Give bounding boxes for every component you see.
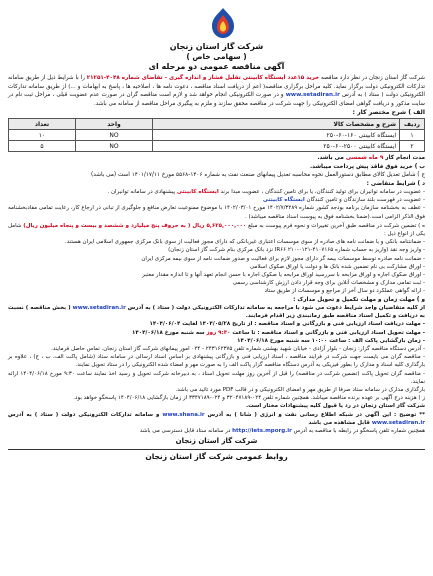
- schedule-deliver-date: سه شنبه مورخ ۱۴۰۴/۰۶/۱۸: [132, 329, 207, 336]
- publication-text: ** توضیح : این آگهی در شبکه اطلاع رسانی نفت و انرژی ( شانا ) به آدرس: [204, 411, 425, 418]
- prepayment-line: ب ) خرید فوق فاقد پیش پرداخت میباشد.: [310, 163, 425, 170]
- guarantee-type-7: - ارائه گواهی عملکرد دو سال آخر از مراجع و موسسات از طریق ستاد: [264, 288, 425, 295]
- schedule-deliver-text: - مهلت تحویل اسناد ارزیابی فنی و بازرگانی و اسناد مناقصه : تا ساعت: [230, 329, 425, 336]
- invitation-line: [8, 304, 425, 320]
- ad-header: [8, 4, 425, 54]
- gas-company-logo-icon: [204, 6, 242, 40]
- duration-value: ۹ ماه شمسی: [345, 155, 384, 162]
- publication-suffix: قابل مشاهده می باشد: [308, 419, 372, 426]
- guarantee-type-3: - ضمانت نامه صادره توسط موسسات بیمه گر دارای مجوز لازم برای فعالیت و صدور ضمانت نامه از سوی بیمه مرکزی ایران: [141, 255, 425, 262]
- intro-text-1: شرکت گاز استان زنجان در نظر دارد مناقصه: [319, 75, 425, 81]
- condition-2-text: - عضویت در فهرست بلند سازندگان و تامین کنندگان: [304, 197, 425, 204]
- footer-public-relations: روابط عمومی شرکت گاز استان زنجان: [145, 452, 288, 462]
- iets-note: [8, 427, 425, 435]
- intro-paragraph: [8, 74, 425, 108]
- guarantee-type-2: - واریز وجه نقد (واریز به حساب شماره ۴۱۰۷۱۶۵-۰۱۲۱-۲۱۰ IR۶۶ نزد بانک مرکزی بنام شرکت گاز استان زنجان): [168, 247, 425, 254]
- company-type: ( سهامی خاص ): [186, 52, 247, 61]
- schedule-deliver: [8, 329, 425, 337]
- guarantee-type-4: - اوراق مشارکت بی نام تضمین شده بانک ها و دولت یا اوراق صکوک اسلامی: [249, 263, 425, 270]
- condition-2: [8, 196, 425, 204]
- schedule-receive: - مهلت دریافت اسناد ارزیابی فنی و بازرگانی و اسناد مناقصه : از تاریخ ۱۴۰۴/۰۵/۲۸ لغایت ۱۴۰۴/۰۶/۰۴: [149, 321, 425, 328]
- intro-text-3: و در صورت الکترونیکی انجام خواهد شد و لازم است مناقصه گران در صورت عدم عضویت قبلی ، مراحل ثبت نام در سایت مذکور و دریافت گواهی امضای الکترونیکی را جهت شرکت در مناقصه محقق سازند و ملزم به پیگیری مراحل مناقصه از سامانه می باشد.: [8, 92, 425, 107]
- footer-org: شرکت گاز استان زنجان: [175, 437, 258, 446]
- condition-1-suffix: پیشنهادی در سامانه توانیران .: [107, 189, 177, 195]
- condition-2-highlight: ایستگاه کابینتی: [262, 197, 305, 204]
- col-header-unit: واحد: [76, 119, 153, 130]
- iets-suffix: در سامانه ستاد قابل دسترسی می باشد: [139, 428, 233, 435]
- rights-note: شرکت گاز استان زنجان در رد یا قبول کلیه پیشنهادات مختار است.: [246, 403, 425, 410]
- pdf-note: بارگذاری مدارک در سامانه ستاد صرفا از طریق مهر و امضای الکترونیکی و در قالب PDF مورد تائید می باشد.: [175, 387, 425, 394]
- guarantee-type-1: - ضمانتنامه بانکی و یا ضمانت نامه های صادره از سوی موسسات اعتباری غیربانکی که دارای مجوز فعالیت از سوی بانک مرکزی جمهوری اسلامی ایران هستند.: [65, 239, 425, 246]
- tender-address: - آدرس دستگاه مناقصه گزار: زنجان - بلوار آزادی - خیابان شهید بهشتی شماره تلفن ۲۴۳۱۶۲۳۷۵ - ۰۲۴ امور پیمانهای شرکت گاز استان زنجان. تماس حاصل فرمایند.: [51, 346, 425, 353]
- adjustment-line: ج ) شامل تعدیل کالای مطابق دستورالعمل نحوه محاسبه تعدیل پیمانهای صنعت نفت به شماره ۱۴۰۶-۵۵۶۸ مورخ ۱۴۰۱/۱۷/۱۱ است (می باشد): [91, 172, 425, 179]
- cell-row: ۲: [400, 141, 425, 152]
- setad-link-2[interactable]: www.setadiran.ir: [72, 305, 126, 312]
- shana-link[interactable]: www.shana.ir: [162, 411, 205, 418]
- duration-line: [8, 154, 425, 162]
- col-header-desc: شرح و مشخصات کالا: [153, 119, 400, 130]
- duration-suffix: می باشد.: [317, 155, 346, 162]
- table-row: [9, 141, 425, 152]
- submission-note: - مناقصه گران می بایست جهت شرکت در فرایند مناقصه ، اسناد ارزیابی فنی و بازرگانی پیشنهادی بر اساس اسناد ارسالی در سامانه ستاد (شامل پاکت الف، ب ، ج) ، علاوه بر بارگذاری کلیه اسناد و مدارک را بطور فیزیکی به آدرس دستگاه مناقصه گزار پاکت الف را به صورت مهر و امضاء شده الکترونیکی را در ستاد تحویل نمایند.: [8, 354, 425, 369]
- cell-qty: ۱۰: [9, 130, 76, 141]
- condition-1-text: - عضویت در سامانه توانیران برای تولید کنندگان، یا برای تامین کنندگان ، عضویت مبدا برند: [218, 189, 425, 195]
- guarantee-delivery-note: - مناقصه گران تحویل پاکت (تضمین شرکت در مناقصه) را قبل از آخرین روز مهلت تحویل اسناد ، به دبیرخانه شرکت تحویل و رسید اخذ نمایند ساعت ۹:۳۰ مورخ ۱۴۰۴/۰۶/۱۸ ارائه نمایند.: [8, 370, 425, 385]
- cell-row: ۱: [400, 130, 425, 141]
- cell-desc: ایستگاه کابینتی ۱۶۰-۶۰-۲۵۰: [153, 130, 400, 141]
- invitation-suffix: ( بخش مناقصه ) نسبت به دریافت و تکمیل اسناد مناقصه طبق زمانبندی زیر اقدام فرمایند.: [8, 305, 425, 320]
- condition-1: [8, 188, 425, 196]
- guarantee-type-6: - ثبت تمامی مدارک و مشخصات آنلاین برای وجه قرار دادن ارزش کارشناسی رسمی: [232, 280, 425, 287]
- ad-title: آگهی مناقصه عمومی دو مرحله ای: [148, 62, 285, 71]
- duration-label: مدت انجام کار: [383, 155, 425, 162]
- guarantee-text: ه ) تضمین شرکت در مناقصه طبق آخرین تغییرات و نحوه فرم پیوست به مبلغ: [246, 222, 425, 229]
- table-header-row: [9, 119, 425, 130]
- setad-link-3[interactable]: www.setadiran.ir: [371, 419, 425, 426]
- intro-text-2: را با شرایط ذیل از طریق سامانه تدارکات الکترونیکی دولت برگزار نماید. کلیه مراحل برگزاری مناقصه( اعم از دریافت اسناد مناقصه ، دعوت نامه ها ، اصلاحیه ها ، پاسخ به ابهامات و ...) از طریق سامانه تدارکات الکترونیکی دولت ( ستاد ) به آدرس: [8, 75, 425, 99]
- deadline-title: و ) مهلت زمان و مهلت تکمیل و تحویل مدارک :: [293, 296, 425, 303]
- publication-mid: و سامانه تدارکات الکترونیکی دولت ( ستاد ) به آدرس: [8, 411, 163, 418]
- section-a-label: الف ) شرح مختصر کار :: [352, 109, 425, 117]
- guarantee-suffix: شامل یکی از انواع ذیل :: [8, 222, 425, 238]
- setad-link[interactable]: www.setadiran.ir: [285, 92, 340, 99]
- condition-1-highlight: ایستگاه کابینتی: [176, 189, 219, 195]
- guarantee-amount: ۵,۶۲۵,۰۰۰,۰۰۰ ریال ( به حروف پنج میلیارد و ششصد و بیست و پنجاه میلیون ریال): [23, 222, 247, 229]
- cell-unit: NO: [76, 130, 153, 141]
- guarantee-line: [8, 222, 425, 238]
- invitation-text: از کلیه متقاضیان واجد شرایط دعوت می شود با مراجعه به سامانه تدارکات الکترونیکی دولت ( ستاد ) به آدرس: [125, 305, 425, 312]
- schedule-opening: - زمان بازگشایی پاکت الف : ساعت ۱۰:۰۰ سه شنبه مورخ ۱۴۰۴/۰۶/۱۸: [237, 337, 425, 344]
- conditions-title: د ) شرایط متقاضی :: [366, 180, 425, 187]
- condition-3: - عطف به بخشنامه سازمان برنامه بودجه کشور شماره ۱۴۰۲/۷/۳۲۸۹ مورخ ۱۴۰۲/۰۳/۰۱ با موضوع ممنوعیت تعارض منافع و جلوگیری از تبانی در ارجاع کار، رعایت تمامی مفادبخشنامه فوق الذکر الزامی است.(ضمنا بخشنامه فوق به پیوست اسناد مناقصه میباشد) .: [8, 205, 425, 220]
- cell-qty: ۵: [9, 141, 76, 152]
- tender-subject: خرید ۱۵عدد ایستگاه کابینتی تقلیل فشار و اندازه گیری - تقاضای شماره ۴۰۴۸-۲۱۲۵۱: [86, 75, 320, 81]
- ad-cost-note: ز ) هزینه درج آگهی بر عهده برنده مناقصه میباشد. همچنین شماره تلفن ۰۲۴-۳۲۰۴۷۱۸۹ و ۰۲۴-۳۳۴۷۱۸۹ از زمان بازگشایی ۱۴۰۴/۰۶/۱۸ پاسخگو خواهد بود.: [73, 395, 425, 402]
- company-name: شرکت گاز استان زنجان: [169, 42, 264, 51]
- publication-note: [8, 411, 425, 427]
- cell-desc: ایستگاه کابینتی ۲۵۰۰-۶۰-۲۵۰: [153, 141, 400, 152]
- guarantee-type-5: - اوراق صکوک اجاره و اوراق مرابحه با سررسید اوراق مرابحه یا صکوک اجاره با حسن انجام تعهد آنها و تا اندازه مقدار معتبر: [142, 272, 425, 279]
- iets-text: همچنین شماره تلفن پاسخگو در رابطه با مناقصه به آدرس: [291, 428, 425, 435]
- items-table: [8, 118, 425, 152]
- footer-divider: [8, 449, 425, 450]
- table-row: [9, 130, 425, 141]
- col-header-qty: تعداد: [9, 119, 76, 130]
- cell-unit: NO: [76, 141, 153, 152]
- iets-link[interactable]: http://iets.mporg.ir: [232, 428, 292, 435]
- col-header-row: ردیف: [400, 119, 425, 130]
- schedule-deliver-time: ۹:۳۰ روز: [206, 329, 231, 336]
